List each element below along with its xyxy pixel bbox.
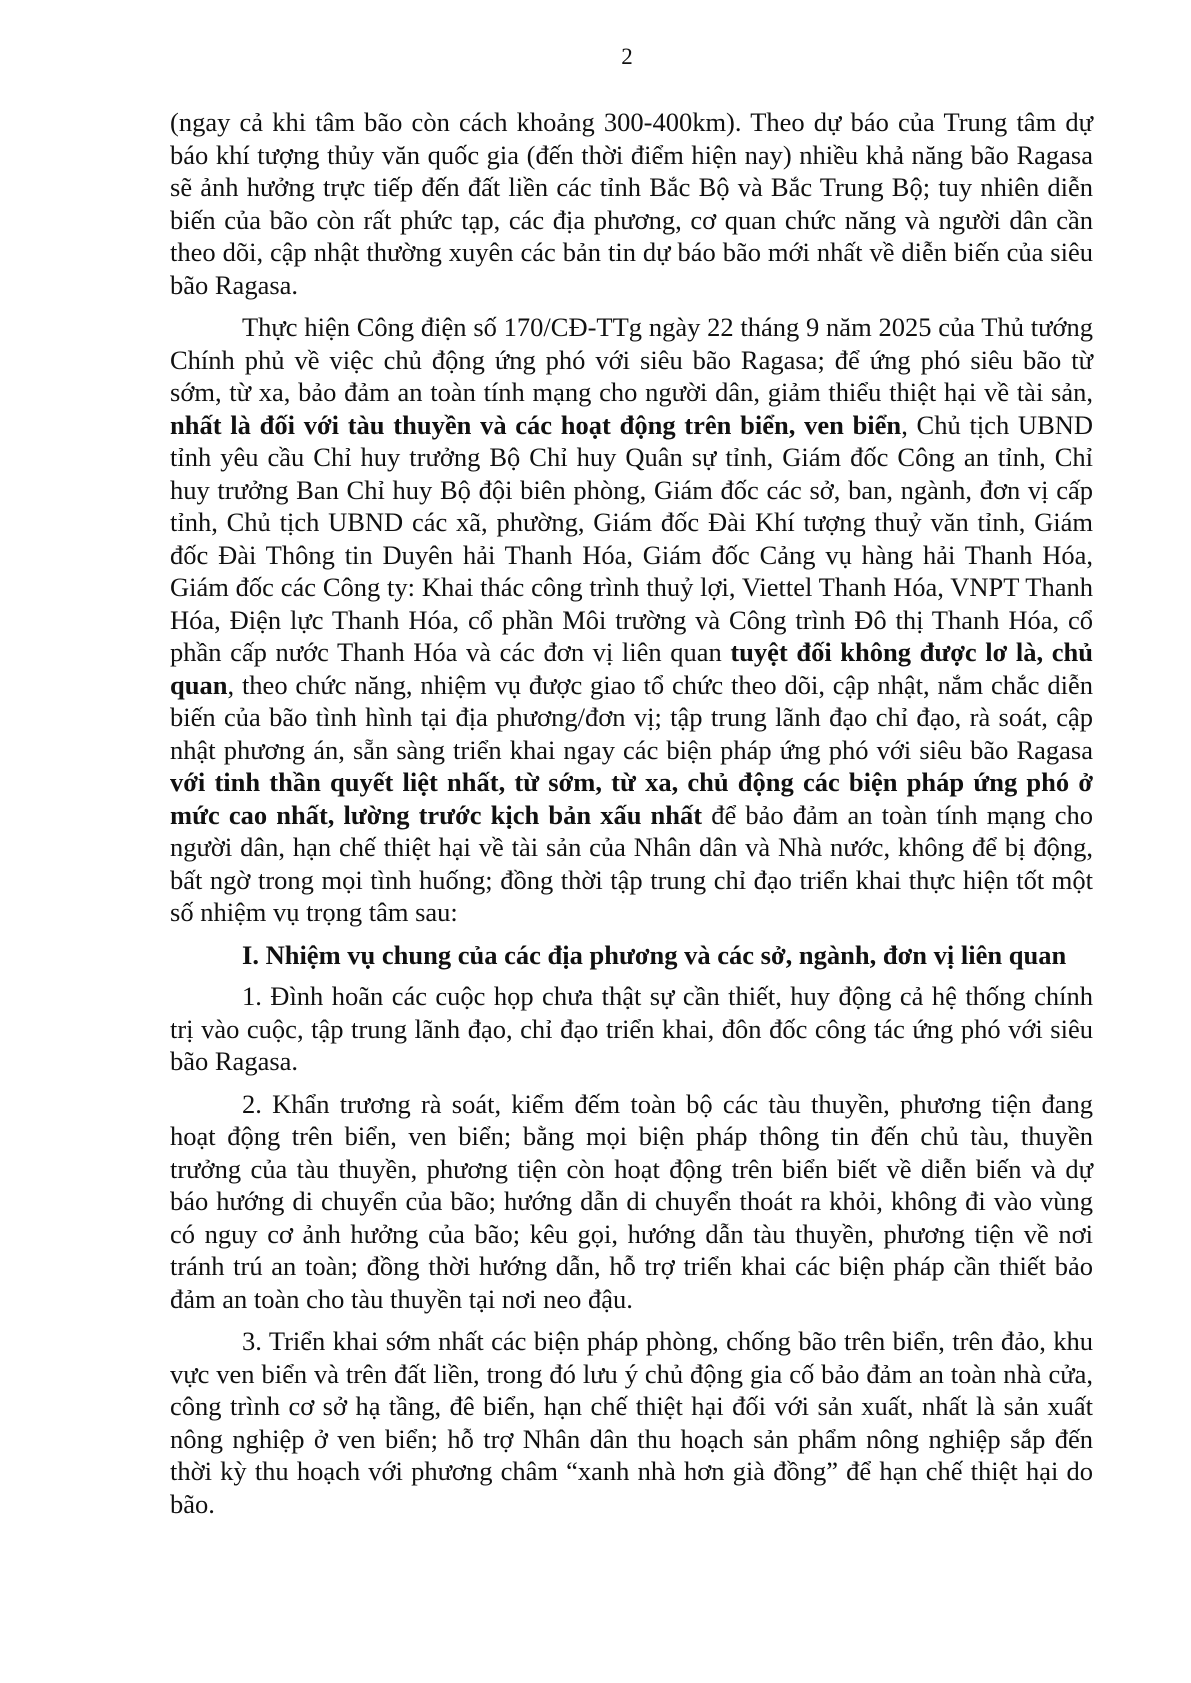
paragraph-continuation <box>170 106 1093 301</box>
paragraph-text: (ngay cả khi tâm bão còn cách khoảng 300-400km). Theo dự báo của Trung tâm dự báo khí tượng thủy văn quốc gia (đến thời điểm hiện nay) nhiều khả năng bão Ragasa sẽ ảnh hưởng trực tiếp đến đất liền các tỉnh Bắc Bộ và Bắc Trung Bộ; tuy nhiên diễn biến của bão còn rất phức tạp, các địa phương, cơ quan chức năng và người dân cần theo dõi, cập nhật thường xuyên các bản tin dự báo bão mới nhất về diễn biến của siêu bão Ragasa. <box>170 107 1093 300</box>
paragraph-directive <box>170 311 1093 929</box>
list-item: 3. Triển khai sớm nhất các biện pháp phòng, chống bão trên biển, trên đảo, khu vực ven biển và trên đất liền, trong đó lưu ý chủ động gia cố bảo đảm an toàn nhà cửa, công trình cơ sở hạ tầng, đê biển, hạn chế thiệt hại đối với sản xuất, nhất là sản xuất nông nghiệp ở ven biển; hỗ trợ Nhân dân thu hoạch sản phẩm nông nghiệp sắp đến thời kỳ thu hoạch với phương châm “xanh nhà hơn già đồng” để hạn chế thiệt hại do bão. <box>170 1326 1093 1519</box>
paragraph-text: , Chủ tịch UBND tỉnh yêu cầu Chỉ huy trưởng Bộ Chỉ huy Quân sự tỉnh, Giám đốc Công an tỉnh, Chỉ huy trưởng Ban Chỉ huy Bộ đội biên phòng, Giám đốc các sở, ban, ngành, đơn vị cấp tỉnh, Chủ tịch UBND các xã, phường, Giám đốc Đài Khí tượng thuỷ văn tỉnh, Giám đốc Đài Thông tin Duyên hải Thanh Hóa, Giám đốc Cảng vụ hàng hải Thanh Hóa, Giám đốc các Công ty: Khai thác công trình thuỷ lợi, Viettel Thanh Hóa, VNPT Thanh Hóa, Điện lực Thanh Hóa, cổ phần Môi trường và Công trình Đô thị Thanh Hóa, cổ phần cấp nước Thanh Hóa và các đơn vị liên quan <box>170 409 1094 667</box>
emphasis-text: nhất là đối với tàu thuyền và các hoạt động trên biển, ven biển <box>170 409 902 440</box>
document-body <box>170 106 1093 1530</box>
section-heading: I. Nhiệm vụ chung của các địa phương và các sở, ngành, đơn vị liên quan <box>242 939 1067 970</box>
page-number: 2 <box>621 44 633 69</box>
emphasis-text: tuyệt đối không được lơ là, chủ quan <box>170 637 1094 700</box>
emphasis-text: với tinh thần quyết liệt nhất, từ sớm, từ xa, chủ động các biện pháp ứng phó ở mức cao nhất, lường trước kịch bản xấu nhất <box>170 767 1093 830</box>
list-item: 1. Đình hoãn các cuộc họp chưa thật sự cần thiết, huy động cả hệ thống chính trị vào cuộc, tập trung lãnh đạo, chỉ đạo triển khai, đôn đốc công tác ứng phó với siêu bão Ragasa. <box>170 981 1093 1076</box>
paragraph-text: Thực hiện Công điện số 170/CĐ-TTg ngày 22 tháng 9 năm 2025 của Thủ tướng Chính phủ về việc chủ động ứng phó với siêu bão Ragasa; để ứng phó siêu bão từ sớm, từ xa, bảo đảm an toàn tính mạng cho người dân, giảm thiểu thiệt hại về tài sản, <box>170 312 1093 407</box>
list-item: 2. Khẩn trương rà soát, kiểm đếm toàn bộ các tàu thuyền, phương tiện đang hoạt động trên biển, ven biển; bằng mọi biện pháp thông tin đến chủ tàu, thuyền trưởng của tàu thuyền, phương tiện còn hoạt động trên biển biết về diễn biến và dự báo hướng di chuyển của bão; hướng dẫn di chuyển thoát ra khỏi, không đi vào vùng có nguy cơ ảnh hưởng của bão; kêu gọi, hướng dẫn tàu thuyền, phương tiện về nơi tránh trú an toàn; đồng thời hướng dẫn, hỗ trợ triển khai các biện pháp cần thiết bảo đảm an toàn cho tàu thuyền tại nơi neo đậu. <box>170 1088 1093 1314</box>
paragraph-text: , theo chức năng, nhiệm vụ được giao tổ chức theo dõi, cập nhật, nắm chắc diễn biến của bão tình hình tại địa phương/đơn vị; tập trung lãnh đạo chỉ đạo, rà soát, cập nhật phương án, sẵn sàng triển khai ngay các biện pháp ứng phó với siêu bão Ragasa <box>170 669 1093 765</box>
paragraph-text: để bảo đảm an toàn tính mạng cho người dân, hạn chế thiệt hại về tài sản của Nhân dân và Nhà nước, không để bị động, bất ngờ trong mọi tình huống; đồng thời tập trung chỉ đạo triển khai thực hiện tốt một số nhiệm vụ trọng tâm sau: <box>170 799 1093 927</box>
